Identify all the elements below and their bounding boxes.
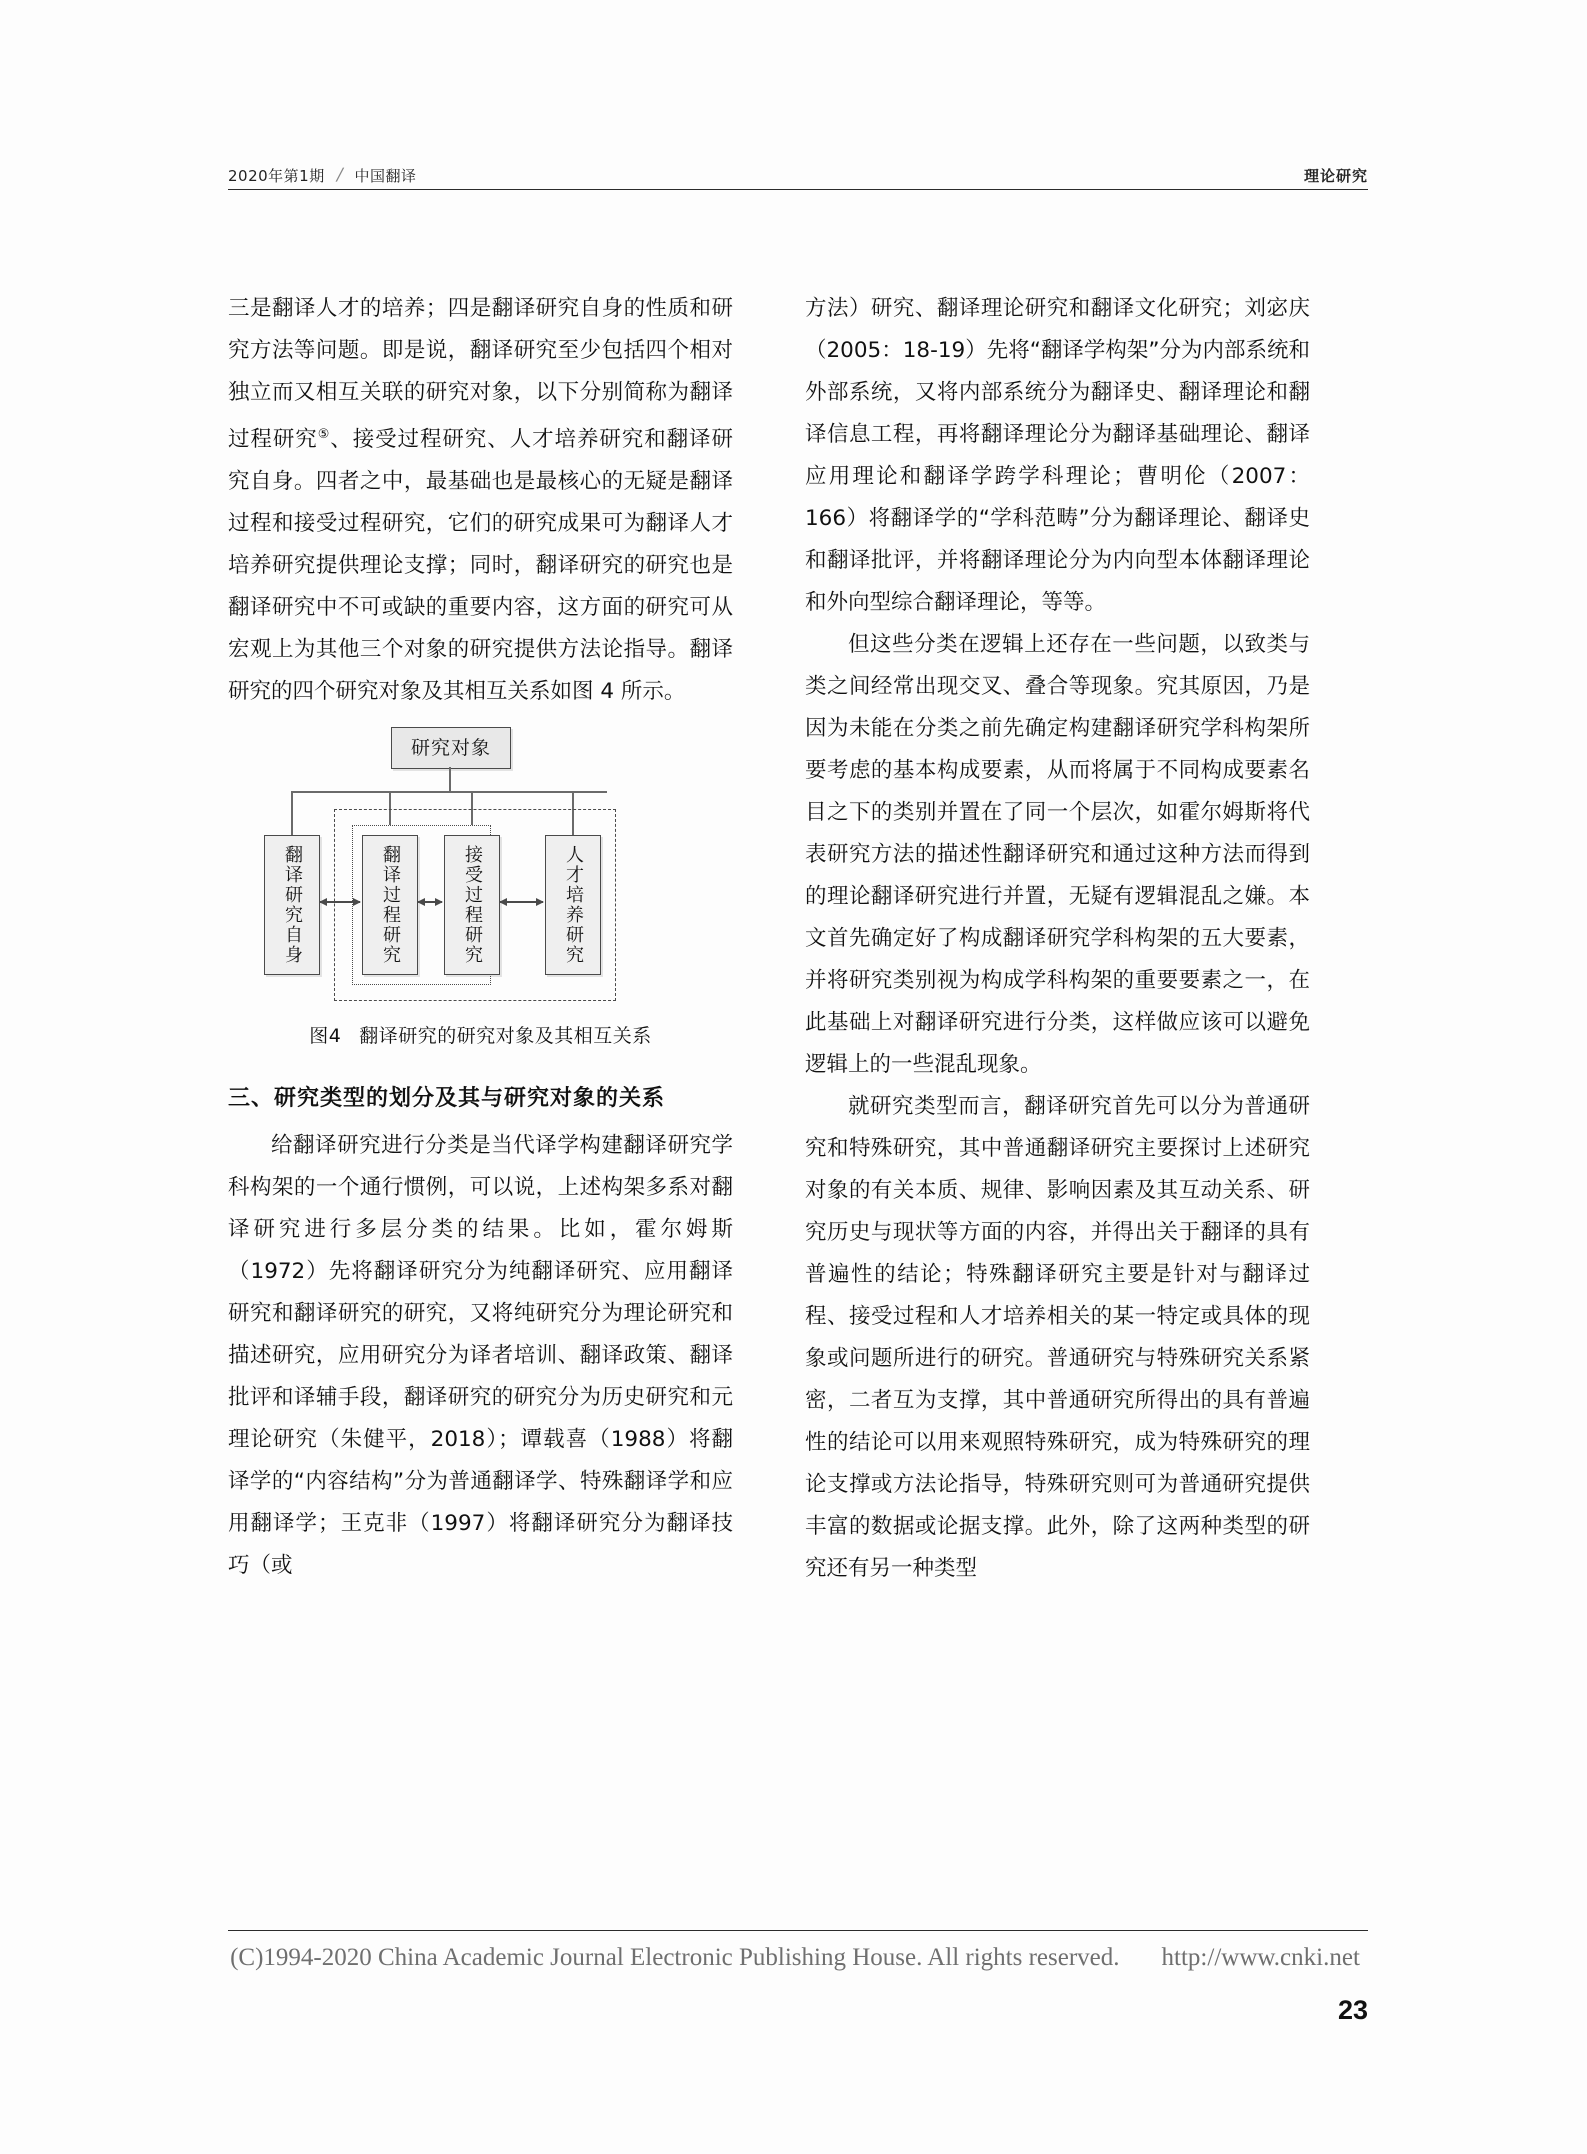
section-heading: 三、研究类型的划分及其与研究对象的关系 — [228, 1086, 666, 1112]
right-paragraph-2: 但这些分类在逻辑上还存在一些问题，以致类与类之间经常出现交叉、叠合等现象。究其原因，乃是因为未能在分类之前先确定构建翻译研究学科构架所要考虑的基本构成要素，从而将属于不同构成要素名目之下的类别并置在了同一个层次，如霍尔姆斯将代表研究方法的描述性翻译研究和通过这种方法而得到的理论翻译研究进行并置，无疑有逻辑混乱之嫌。本文首先确定好了构成翻译研究学科构架的五大要素，并将研究类别视为构成学科构架的重要要素之一，在此基础上对翻译研究进行分类，这样做应该可以避免逻辑上的一些混乱现象。 — [805, 632, 1310, 1077]
figure-4 — [228, 723, 733, 1053]
figure-node-3-label: 接受过程研究 — [462, 845, 483, 966]
left-paragraph-1 — [228, 288, 733, 713]
left-paragraph-2: 给翻译研究进行分类是当代译学构建翻译研究学科构架的一个通行惯例，可以说，上述构架多系对翻译研究进行多层分类的结果。比如，霍尔姆斯（1972）先将翻译研究分为纯翻译研究、应用翻译研究和翻译研究的研究，又将纯研究分为理论研究和描述研究，应用研究分为译者培训、翻译政策、翻译批评和译辅手段，翻译研究的研究分为历史研究和元理论研究（朱健平，2018）；谭载喜（1988）将翻译学的“内容结构”分为普通翻译学、特殊翻译学和应用翻译学；王克非（1997）将翻译研究分为翻译技巧（或 — [228, 1133, 733, 1579]
figure-node-1 — [264, 835, 320, 975]
figure-caption-text: 翻译研究的研究对象及其相互关系 — [359, 1025, 652, 1048]
left-paragraph-1-part1: 三是翻译人才的培养；四是翻译研究自身的性质和研究方法等问题。即是说，翻译研究至少包括四个相对独立而又相互关联的研究对象，以下分别简称为翻译过程研究 — [228, 296, 733, 453]
figure-connector-branch-1 — [291, 791, 293, 835]
page-header — [228, 160, 1368, 190]
figure-caption — [228, 1015, 733, 1057]
figure-connector-vertical-main — [449, 767, 451, 791]
right-column — [805, 288, 1310, 1590]
figure-node-1-label: 翻译研究自身 — [282, 845, 303, 966]
header-section-label: 理论研究 — [1303, 166, 1368, 185]
figure-arrow-2 — [418, 901, 442, 903]
header-divider — [228, 189, 1368, 190]
right-paragraph-1: 方法）研究、翻译理论研究和翻译文化研究；刘宓庆（2005：18-19）先将“翻译学构架”分为内部系统和外部系统，又将内部系统分为翻译史、翻译理论和翻译信息工程，再将翻译理论分为翻译基础理论、翻译应用理论和翻译学跨学科理论；曹明伦（2007：166）将翻译学的“学科范畴”分为翻译理论、翻译史和翻译批评，并将翻译理论分为内向型本体翻译理论和外向型综合翻译理论，等等。 — [805, 296, 1310, 615]
header-separator: / — [334, 165, 345, 185]
footer — [140, 1944, 1450, 1972]
figure-node-4-label: 人才培养研究 — [563, 845, 584, 966]
left-paragraph-1-part2: 、接受过程研究、人才培养研究和翻译研究自身。四者之中，最基础也是最核心的无疑是翻译过程和接受过程研究，它们的研究成果可为翻译人才培养研究提供理论支撑；同时，翻译研究的研究也是翻译研究中不可或缺的重要内容，这方面的研究可从宏观上为其他三个对象的研究提供方法论指导。翻译研究的四个研究对象及其相互关系如图 4 所示。 — [228, 427, 733, 705]
header-issue: 2020年第1期 — [228, 166, 325, 185]
right-paragraph-3: 就研究类型而言，翻译研究首先可以分为普通研究和特殊研究，其中普通翻译研究主要探讨上述研究对象的有关本质、规律、影响因素及其互动关系、研究历史与现状等方面的内容，并得出关于翻译的具有普遍性的结论；特殊翻译研究主要是针对与翻译过程、接受过程和人才培养相关的某一特定或具体的现象或问题所进行的研究。普通研究与特殊研究关系紧密，二者互为支撑，其中普通研究所得出的具有普遍性的结论可以用来观照特殊研究，成为特殊研究的理论支撑或方法论指导，特殊研究则可为普通研究提供丰富的数据或论据支撑。此外，除了这两种类型的研究还有另一种类型 — [805, 1094, 1310, 1581]
figure-caption-number: 图4 — [309, 1025, 342, 1048]
footer-url[interactable]: http://www.cnki.net — [1161, 1944, 1360, 1971]
figure-connector-horizontal — [291, 791, 607, 793]
figure-node-3 — [444, 835, 500, 975]
figure-node-2 — [362, 835, 418, 975]
header-journal-title: 中国翻译 — [354, 166, 417, 185]
page-number: 23 — [1337, 1995, 1368, 2025]
footer-copyright: (C)1994-2020 China Academic Journal Electronic Publishing House. All rights reserved. — [230, 1944, 1120, 1971]
figure-arrow-1 — [320, 901, 360, 903]
footnote-marker: ⑤ — [317, 427, 331, 442]
footer-divider — [228, 1930, 1368, 1931]
left-column — [228, 288, 733, 1587]
figure-node-2-label: 翻译过程研究 — [380, 845, 401, 966]
figure-node-research-object: 研究对象 — [391, 727, 511, 769]
figure-arrow-3 — [500, 901, 543, 903]
figure-node-4 — [545, 835, 601, 975]
